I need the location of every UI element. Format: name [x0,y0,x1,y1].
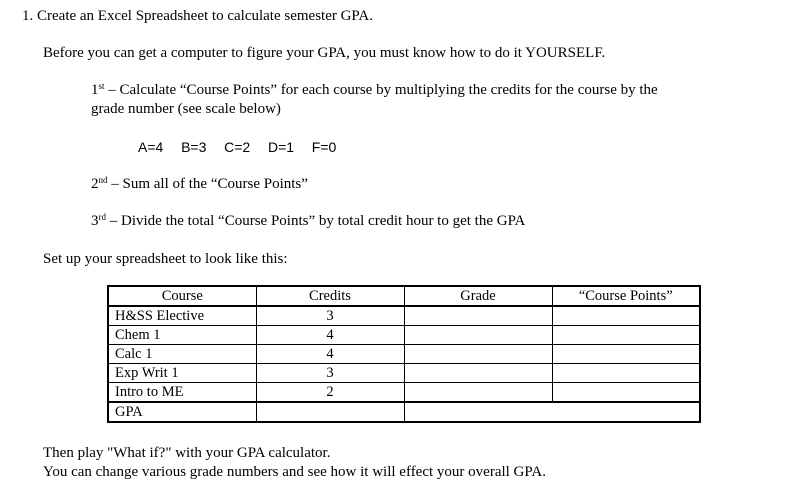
grade-f: F=0 [311,139,337,155]
gpa-empty-cell [404,402,552,422]
table-row [108,383,700,403]
grade-a: A=4 [138,139,164,155]
course-cell: Exp Writ 1 [108,364,256,383]
grade-cell [404,306,552,326]
header-grade: Grade [404,286,552,306]
setup-text: Set up your spreadsheet to look like this: [43,251,288,267]
gpa-value-cell [256,402,404,422]
table-header-row [108,286,700,306]
table-row [108,345,700,364]
grade-cell [404,326,552,345]
course-points-cell [552,364,700,383]
step-2-text: – Sum all of the “Course Points” [107,176,308,192]
table-row [108,306,700,326]
step-2 [91,175,308,193]
grade-scale [138,138,350,157]
step-3 [91,212,525,230]
step-1 [91,81,658,99]
course-points-cell [552,306,700,326]
intro-text: Before you can get a computer to figure your GPA, you must know how to do it YOURSELF. [43,45,606,61]
grade-c: C=2 [224,139,251,155]
course-cell: H&SS Elective [108,306,256,326]
closing-line-2: You can change various grade numbers and see how it will effect your overall GPA. [43,464,546,480]
table-row [108,364,700,383]
step-2-number: 2 [91,176,99,192]
credits-cell: 2 [256,383,404,403]
step-3-suffix: rd [98,212,106,222]
grade-cell [404,364,552,383]
heading: 1. Create an Excel Spreadsheet to calculate semester GPA. [22,8,373,24]
header-course: Course [108,286,256,306]
step-1-suffix: st [98,81,105,91]
gpa-table [107,285,701,423]
credits-cell: 3 [256,364,404,383]
credits-cell: 3 [256,306,404,326]
gpa-empty-cell [552,402,700,422]
gpa-label: GPA [108,402,256,422]
table-row [108,326,700,345]
step-1-number: 1 [91,82,99,98]
step-2-suffix: nd [98,175,108,185]
course-points-cell [552,326,700,345]
step-1-continued: grade number (see scale below) [91,101,281,117]
closing-line-1: Then play "What if?" with your GPA calculator. [43,445,331,461]
step-3-text: – Divide the total “Course Points” by total credit hour to get the GPA [106,213,526,229]
course-points-cell [552,345,700,364]
credits-cell: 4 [256,345,404,364]
gpa-row [108,402,700,422]
course-cell: Chem 1 [108,326,256,345]
course-points-cell [552,383,700,403]
step-3-number: 3 [91,213,99,229]
grade-cell [404,383,552,403]
header-course-points: “Course Points” [552,286,700,306]
credits-cell: 4 [256,326,404,345]
course-cell: Intro to ME [108,383,256,403]
step-1-text: – Calculate “Course Points” for each course by multiplying the credits for the course by the [104,82,658,98]
grade-cell [404,345,552,364]
course-cell: Calc 1 [108,345,256,364]
header-credits: Credits [256,286,404,306]
grade-b: B=3 [181,139,207,155]
grade-d: D=1 [267,139,295,155]
